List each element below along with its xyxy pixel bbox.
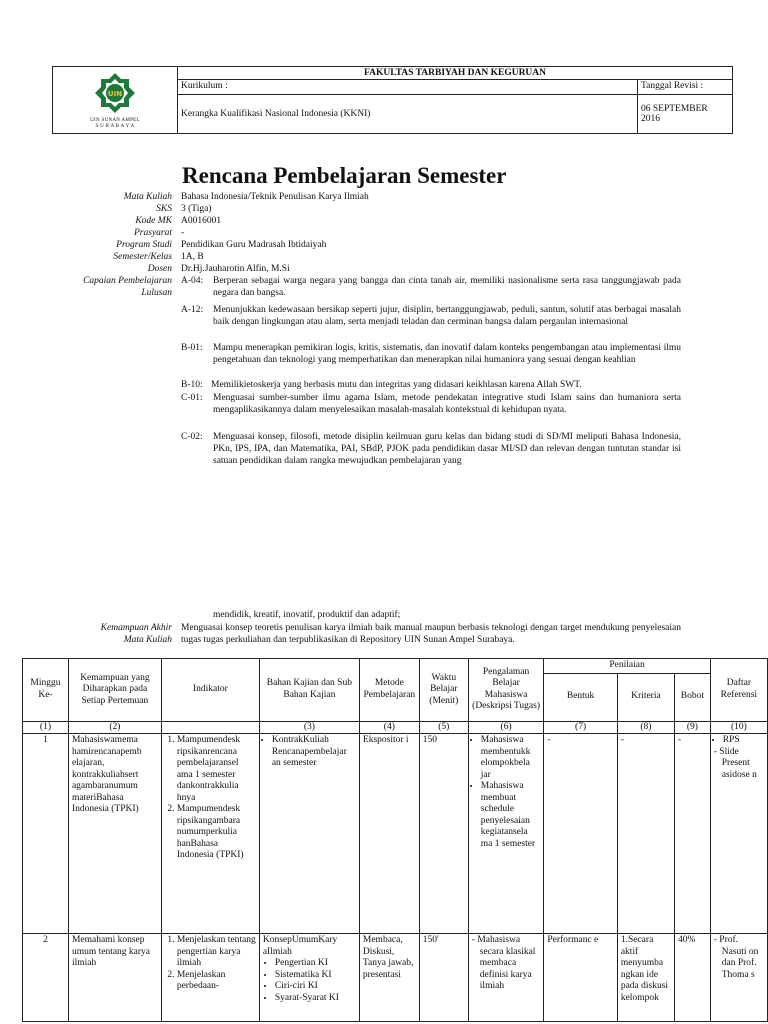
kurikulum-label: Kurikulum :: [178, 80, 638, 95]
meta-value: -: [181, 228, 185, 238]
header-kriteria: Kriteria: [617, 673, 674, 721]
referensi-item: - Prof. Nasuti on dan Prof. Thoma s: [722, 935, 764, 981]
cell-kemampuan: Memahami konsep umum tentang karya ilmiah: [68, 934, 161, 1022]
logo-text-1: UIN SUNAN AMPEL: [90, 117, 140, 123]
header-bentuk: Bentuk: [544, 673, 618, 721]
header-minggu: Minggu Ke-: [23, 659, 69, 722]
header-indikator: Indikator: [161, 659, 259, 722]
meta-label: Kode MK: [135, 216, 172, 226]
indikator-item: 2. Menjelaskan perbedaan-: [177, 970, 256, 993]
header-daftar: Daftar Referensi: [710, 659, 767, 722]
column-numbers-row: [23, 721, 768, 734]
meta-value: Bahasa Indonesia/Teknik Penulisan Karya Ilmiah: [181, 192, 369, 202]
header-waktu: Waktu Belajar (Menit): [419, 659, 468, 722]
cpl-text: Menguasai konsep, filosofi, metode disiplin keilmuan guru kelas dan bidang studi di SD/MI meliputi Bahasa Indonesia, PKn, IPS, IPA, dan Matematika, PAI, SBdP, PJOK pada pendidikan dasar MI/SD dan relevan dengan tuntutan standar isi satuan pendidikan dalam rangka mewujudkan pembelajaran yang: [213, 432, 681, 466]
col-number: (6): [468, 721, 544, 734]
bahan-item: • Syarat-Syarat KI: [275, 993, 356, 1005]
cell-bentuk: -: [544, 734, 618, 934]
bahan-item: • Ciri-ciri KI: [275, 981, 356, 993]
indikator-item: 1. Menjelaskan tentang pengertian karya ilmiah: [177, 935, 256, 970]
meta-label: Mata Kuliah: [123, 192, 172, 202]
cell-bobot: 40%: [675, 934, 711, 1022]
header-bahan: Bahan Kajian dan Sub Bahan Kajian: [259, 659, 359, 722]
kemampuan-akhir-label: [101, 622, 172, 646]
cell-pengalaman: [468, 934, 544, 1022]
meta-label: Dosen: [147, 264, 172, 274]
cpl-label-1: Capaian Pembelajaran: [83, 276, 172, 286]
cell-bahan: [259, 734, 359, 934]
col-number: (8): [617, 721, 674, 734]
cell-indikator: [161, 934, 259, 1022]
kemampuan-akhir-label-2: Mata Kuliah: [123, 635, 172, 645]
kemampuan-akhir-label-1: Kemampuan Akhir: [100, 623, 172, 633]
col-number: (9): [675, 721, 711, 734]
meta-label: Semester/Kelas: [113, 252, 172, 262]
bahan-item: • Pengertian KI: [275, 958, 356, 970]
meta-value: Dr.Hj.Jauharotin Alfin, M.Si: [181, 264, 290, 274]
cpl-label-2: Lulusan: [141, 288, 172, 298]
cpl-item: [181, 275, 681, 299]
meta-label: Program Studi: [116, 240, 172, 250]
cpl-text: Menguasai sumber-sumber ilmu agama Islam, metode pendekatan integrative studi Islam sains dan humaniora serta mengaplikasikannya dalam menyelesaikan masalah-masalah kontekstual di kehidupan nyata.: [213, 393, 681, 415]
cpl-code: C-02:: [181, 432, 203, 442]
cpl-tail: mendidik, kreatif, inovatif, produktif dan adaptif;: [213, 610, 401, 620]
cpl-text: Mampu menerapkan pemikiran logis, kritis, sistematis, dan inovatif dalam konteks pengembangan atau implementasi ilmu pengetahuan dan teknologi yang memperhatikan dan menerapkan nilai humaniora yang sesuai dengan keahlian: [213, 343, 681, 365]
cell-indikator: [161, 734, 259, 934]
cpl-text: Memilikietoskerja yang berbasis mutu dan integritas yang didasari keikhlasan karena Allah SWT.: [211, 380, 582, 390]
cell-minggu: 1: [23, 734, 69, 934]
meta-value: 3 (Tiga): [181, 204, 212, 214]
pengalaman-item: • Mahasiswa membuat schedule penyelesaian kegiatansela ma 1 semester: [481, 781, 541, 850]
cpl-text: Menunjukkan kedewasaan bersikap seperti jujur, disiplin, bertanggungjawab, peduli, santun, solutif atas berbagai masalah baik dengan lingkungan atau alam, serta menjadi teladan dan cerminan bangsa dalam pergaulan internasional: [213, 305, 681, 327]
col-number: (3): [259, 721, 359, 734]
header-penilaian: Penilaian: [544, 659, 710, 674]
col-number: (10): [710, 721, 767, 734]
table-row: [23, 934, 768, 1022]
schedule-table: [22, 658, 768, 1022]
cell-waktu: 150': [419, 934, 468, 1022]
header-metode: Metode Pembelajaran: [359, 659, 419, 722]
bahan-item: • KontrakKuliah Rencanapembelajar an semester: [272, 735, 356, 770]
col-number: (7): [544, 721, 618, 734]
header-table: [52, 66, 733, 134]
cell-pengalaman: [468, 734, 544, 934]
uin-logo-icon: [89, 71, 141, 115]
col-number: (1): [23, 721, 69, 734]
col-number: [161, 721, 259, 734]
cpl-item: [181, 342, 681, 366]
bahan-item: • Sistematika KI: [275, 970, 356, 982]
pengalaman-item: - Mahasiswa secara klasikal membaca definisi karya ilmiah: [480, 935, 541, 993]
meta-value: 1A, B: [181, 252, 204, 262]
cell-kriteria: 1.Secara aktif menyumba ngkan ide pada diskusi kelompok: [617, 934, 674, 1022]
referensi-item: • RPS: [723, 735, 764, 747]
header-kemampuan: Kemampuan yang Diharapkan pada Setiap Pertemuan: [68, 659, 161, 722]
cpl-code: A-04:: [181, 276, 204, 286]
referensi-item: - Slide Present asidose n: [722, 747, 764, 782]
header-bobot: Bobot: [675, 673, 711, 721]
col-number: (2): [68, 721, 161, 734]
cell-kemampuan: Mahasiswamema hamirencanapemb elajaran, kontrakkuliahsert agambaranumum materiBahasa Indonesia (TPKI): [68, 734, 161, 934]
faculty-name: FAKULTAS TARBIYAH DAN KEGURUAN: [178, 67, 733, 80]
cpl-item: [181, 304, 681, 328]
cell-metode: Ekspositor i: [359, 734, 419, 934]
cpl-item: [181, 379, 681, 391]
kkni-text: Kerangka Kualifikasi Nasional Indonesia (KKNI): [178, 95, 638, 134]
tanggal-revisi-label: Tanggal Revisi :: [638, 80, 733, 95]
indikator-item: 1. Mampumendesk ripsikanrencana pembelajaransel ama 1 semester dankontrakkulia hnya: [177, 735, 256, 804]
cell-referensi: [710, 934, 767, 1022]
cpl-item: [181, 392, 681, 416]
logo-mark: UIN: [107, 89, 123, 98]
logo-text-2: S U R A B A Y A: [95, 123, 135, 129]
meta-value: Pendidikan Guru Madrasah Ibtidaiyah: [181, 240, 327, 250]
cell-bentuk: Performanc e: [544, 934, 618, 1022]
cpl-code: B-01:: [181, 343, 203, 353]
cell-bobot: -: [675, 734, 711, 934]
cell-bahan: [259, 934, 359, 1022]
cell-kriteria: -: [617, 734, 674, 934]
cpl-item: [181, 431, 681, 467]
col-number: (4): [359, 721, 419, 734]
logo-cell: [53, 67, 178, 134]
cell-metode: Membaca, Diskusi, Tanya jawab, presentasi: [359, 934, 419, 1022]
pengalaman-item: • Mahasiswa membentukk elompokbela jar: [481, 735, 541, 781]
cell-minggu: 2: [23, 934, 69, 1022]
cpl-code: C-01:: [181, 393, 203, 403]
indikator-item: 2. Mampumendesk ripsikangambara numumperkulia hanBahasa Indonesia (TPKI): [177, 804, 256, 862]
col-number: (5): [419, 721, 468, 734]
table-row: [23, 734, 768, 934]
revision-date: 06 SEPTEMBER 2016: [638, 95, 733, 134]
header-pengalaman: Pengalaman Belajar Mahasiswa (Deskripsi Tugas): [468, 659, 544, 722]
cell-waktu: 150: [419, 734, 468, 934]
meta-label: SKS: [156, 204, 172, 214]
bahan-title: KonsepUmumKary aIlmiah: [262, 935, 338, 957]
meta-label: Prasyarat: [134, 228, 172, 238]
cell-referensi: [710, 734, 767, 934]
cpl-text: Berperan sebagai warga negara yang bangga dan cinta tanah air, memiliki nasionalisme serta rasa tanggungjawab pada negara dan bangsa.: [213, 276, 681, 298]
meta-value: A0016001: [181, 216, 222, 226]
page-title: Rencana Pembelajaran Semester: [182, 163, 507, 188]
kemampuan-akhir-text: Menguasai konsep teoretis penulisan karya ilmiah baik manual maupun berbasis teknologi dengan target mendukung penyelesaian tugas tugas perkuliahan dan terpublikasikan di Repository UIN Sunan Ampel Surabaya.: [181, 623, 681, 645]
cpl-code: A-12:: [181, 305, 204, 315]
cpl-code: B-10:: [181, 380, 203, 390]
